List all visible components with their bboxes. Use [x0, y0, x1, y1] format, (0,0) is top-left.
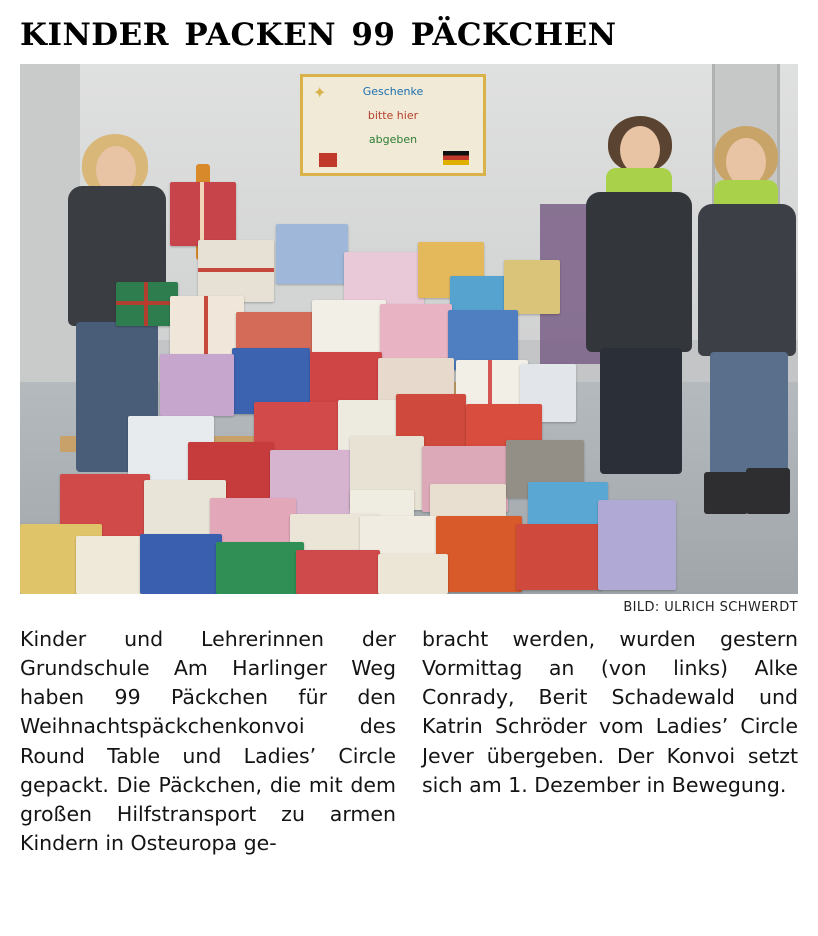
poster-line-2: bitte hier: [367, 109, 419, 123]
gift-box: [296, 550, 380, 594]
legs: [600, 348, 682, 474]
held-gift: [116, 282, 178, 326]
gift-box: [216, 542, 304, 594]
article-columns: [20, 625, 798, 858]
donation-poster: [300, 74, 486, 176]
article-photo: [20, 64, 798, 594]
gift-box: [504, 260, 560, 314]
article-paragraph-left: Kinder und Lehrerinnen der Grundschule Am Harlinger Weg haben 99 Päckchen für den Weihnachtspäckchenkonvoi des Round Table und Ladies’ Circle gepackt. Die Päckchen, die mit dem großen Hilfstransport zu armen Kindern in Osteuropa ge-: [20, 627, 396, 855]
gift-icon: [319, 153, 337, 167]
head: [620, 126, 660, 174]
ribbon-horizontal: [116, 301, 178, 305]
photo-credit: BILD: ULRICH SCHWERDT: [623, 600, 798, 616]
star-icon: ✦: [313, 83, 327, 103]
gift-box: [276, 224, 348, 284]
boot-right: [746, 468, 790, 514]
article-column-left: [20, 625, 396, 858]
gift-box: [312, 300, 386, 358]
gift-box: [380, 304, 452, 362]
head: [726, 138, 766, 186]
gift-box: [598, 500, 676, 590]
ribbon: [200, 182, 204, 246]
gift-box: [160, 354, 234, 416]
photo-scene: [20, 64, 798, 594]
gift-box: [198, 240, 274, 302]
torso: [698, 204, 796, 356]
gift-box: [378, 554, 448, 594]
poster-line-3: abgeben: [368, 133, 418, 147]
article-column-right: [422, 625, 798, 858]
ribbon: [198, 268, 274, 272]
gift-box: [140, 534, 222, 594]
legs: [710, 352, 788, 480]
poster-line-1: Geschenke: [362, 85, 424, 99]
torso: [586, 192, 692, 352]
article-paragraph-right: bracht werden, wurden gestern Vormittag an (von links) Alke Conrady, Berit Schadewald und Katrin Schröder vom Ladies’ Circle Jever übergeben. Der Konvoi setzt sich am 1. Dezember in Bewegung.: [422, 627, 798, 797]
gift-box: [516, 524, 602, 590]
ribbon: [204, 296, 208, 358]
gift-box: [170, 182, 236, 246]
page-title: KINDER PACKEN 99 PÄCKCHEN: [20, 17, 617, 53]
boot-left: [704, 472, 748, 514]
gift-box: [436, 516, 522, 592]
newspaper-article-page: [0, 18, 818, 936]
flag-icon: [443, 151, 469, 165]
